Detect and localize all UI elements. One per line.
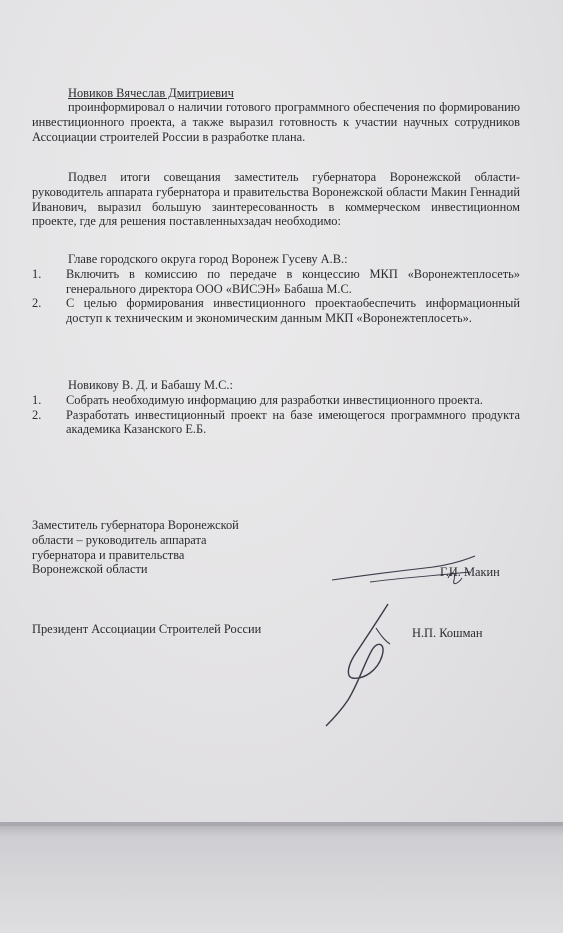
list-item-number: 1. <box>32 266 42 281</box>
signatory-1-name: Г.И. Макин <box>440 565 500 579</box>
signatory-1-title-line: губернатора и правительства <box>32 547 185 562</box>
paragraph-2-text: Подвел итоги совещания заместитель губернатора Воронежской области- руководитель аппарата губернатора и правительства Воронежской области Макин Геннадий Иванович, выразил большую заинтересованность в коммерческом инвестиционном проекте, где для решения поставленныхзадач необходимо: <box>32 170 520 229</box>
paragraph-1 <box>32 100 520 144</box>
paragraph-1-text: проинформировал о наличии готового программного обеспечения по формированию инвестиционного проекта, а также выразил готовность к участии научных сотрудников Ассоциации строителей России в разработке плана. <box>32 100 520 144</box>
list-item-number: 1. <box>32 392 42 407</box>
list-item <box>32 296 520 326</box>
list-item-text: Собрать необходимую информацию для разработки инвестиционного проекта. <box>66 392 483 407</box>
speaker-name: Новиков Вячеслав Дмитриевич <box>68 86 234 100</box>
signatory-1-title-line: Воронежской области <box>32 562 148 577</box>
signatory-1-title-line: Заместитель губернатора Воронежской <box>32 518 239 532</box>
table-surface <box>0 826 563 933</box>
section-2-list <box>32 393 520 437</box>
signatory-2-title: Президент Ассоциации Строителей России <box>32 622 262 636</box>
signatory-2-name: Н.П. Кошман <box>412 626 483 640</box>
list-item-text: С целью формирования инвестиционного проектаобеспечить информационный доступ к техническим и экономическим данным МКП «Воронежтеплосеть». <box>66 296 520 326</box>
list-item <box>32 266 520 297</box>
section-1-list <box>32 267 520 326</box>
list-item-number: 2. <box>32 296 42 311</box>
paragraph-2 <box>32 170 520 229</box>
list-item-text: Разработать инвестиционный проект на базе имеющегося программного продукта академика Казанского Е.Б. <box>66 407 520 437</box>
section-2-intro: Новикову В. Д. и Бабашу М.С.: <box>68 378 233 392</box>
list-item-text: Включить в комиссию по передаче в концессию МКП «Воронежтеплосеть» генерального директора ООО «ВИСЭН» Бабаша М.С. <box>66 266 520 296</box>
section-1 <box>32 252 520 326</box>
signatory-1-title-line: области – руководитель аппарата <box>32 532 207 547</box>
list-item <box>32 392 520 408</box>
signature-2 <box>318 600 408 730</box>
list-item-number: 2. <box>32 407 42 422</box>
signatory-1-title <box>32 518 292 577</box>
list-item <box>32 407 520 438</box>
section-1-intro: Главе городского округа город Воронеж Гусеву А.В.: <box>68 252 348 266</box>
section-2 <box>32 378 520 437</box>
